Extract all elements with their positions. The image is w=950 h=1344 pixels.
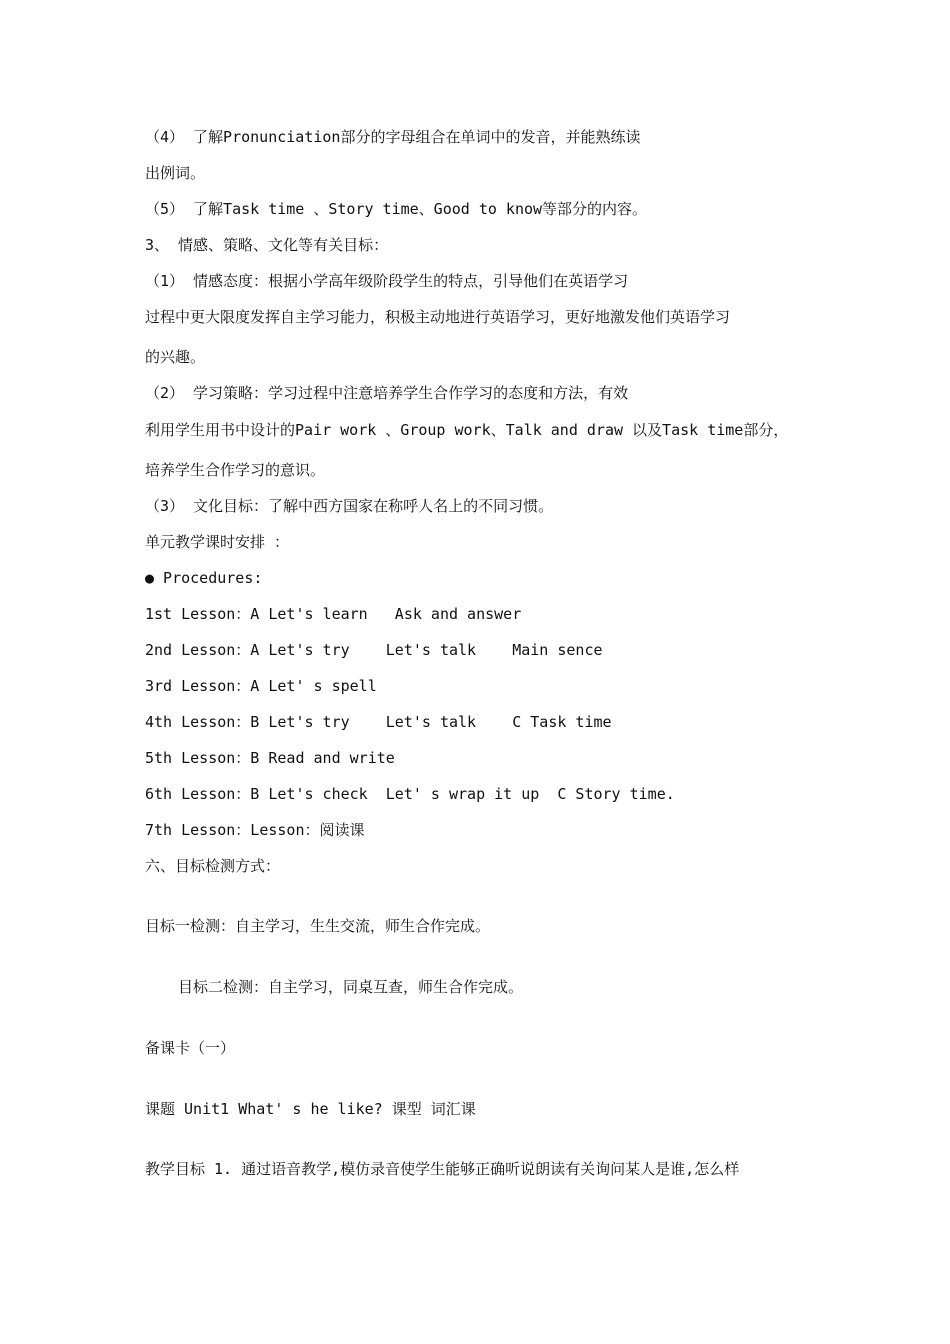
- text-line: 的兴趣。: [145, 348, 206, 366]
- text-line: （4） 了解Pronunciation部分的字母组合在单词中的发音，并能熟练读: [145, 128, 641, 146]
- text-line: 3、 情感、策略、文化等有关目标：: [145, 236, 389, 254]
- text-line: （1） 情感态度：根据小学高年级阶段学生的特点，引导他们在英语学习: [145, 272, 629, 290]
- text-line: 单元教学课时安排 ：: [145, 533, 290, 551]
- text-line: （5） 了解Task time 、Story time、Good to know等部分的内容。: [145, 200, 648, 218]
- lesson-line: 2nd Lesson：A Let's try Let's talk Main sence: [145, 641, 603, 659]
- text-line: 出例词。: [145, 164, 206, 182]
- text-line: 教学目标 1. 通过语音教学,模仿录音使学生能够正确听说朗读有关询问某人是谁,怎么样: [145, 1160, 740, 1178]
- lesson-line: 5th Lesson：B Read and write: [145, 749, 395, 767]
- lesson-line: 6th Lesson：B Let's check Let' s wrap it up C Story time.: [145, 785, 675, 803]
- text-line: （2） 学习策略：学习过程中注意培养学生合作学习的态度和方法，有效: [145, 384, 629, 402]
- section-heading: 六、目标检测方式：: [145, 857, 281, 875]
- text-line: 目标二检测：自主学习，同桌互查，师生合作完成。: [178, 978, 524, 996]
- lesson-line: 7th Lesson：Lesson：阅读课: [145, 821, 365, 839]
- text-line: 过程中更大限度发挥自主学习能力，积极主动地进行英语学习，更好地激发他们英语学习: [145, 308, 731, 326]
- text-line: （3） 文化目标：了解中西方国家在称呼人名上的不同习惯。: [145, 497, 554, 515]
- lesson-line: 3rd Lesson：A Let' s spell: [145, 677, 377, 695]
- section-heading: 备课卡（一）: [145, 1039, 236, 1057]
- lesson-line: 1st Lesson：A Let's learn Ask and answer: [145, 605, 522, 623]
- text-line: 课题 Unit1 What' s he like? 课型 词汇课: [145, 1100, 476, 1118]
- text-line: 目标一检测：自主学习，生生交流，师生合作完成。: [145, 917, 491, 935]
- text-line: 培养学生合作学习的意识。: [145, 461, 326, 479]
- text-line: 利用学生用书中设计的Pair work 、Group work、Talk and draw 以及Task time部分，: [145, 421, 789, 439]
- bullet-line: ● Procedures:: [145, 569, 263, 587]
- lesson-line: 4th Lesson：B Let's try Let's talk C Task time: [145, 713, 612, 731]
